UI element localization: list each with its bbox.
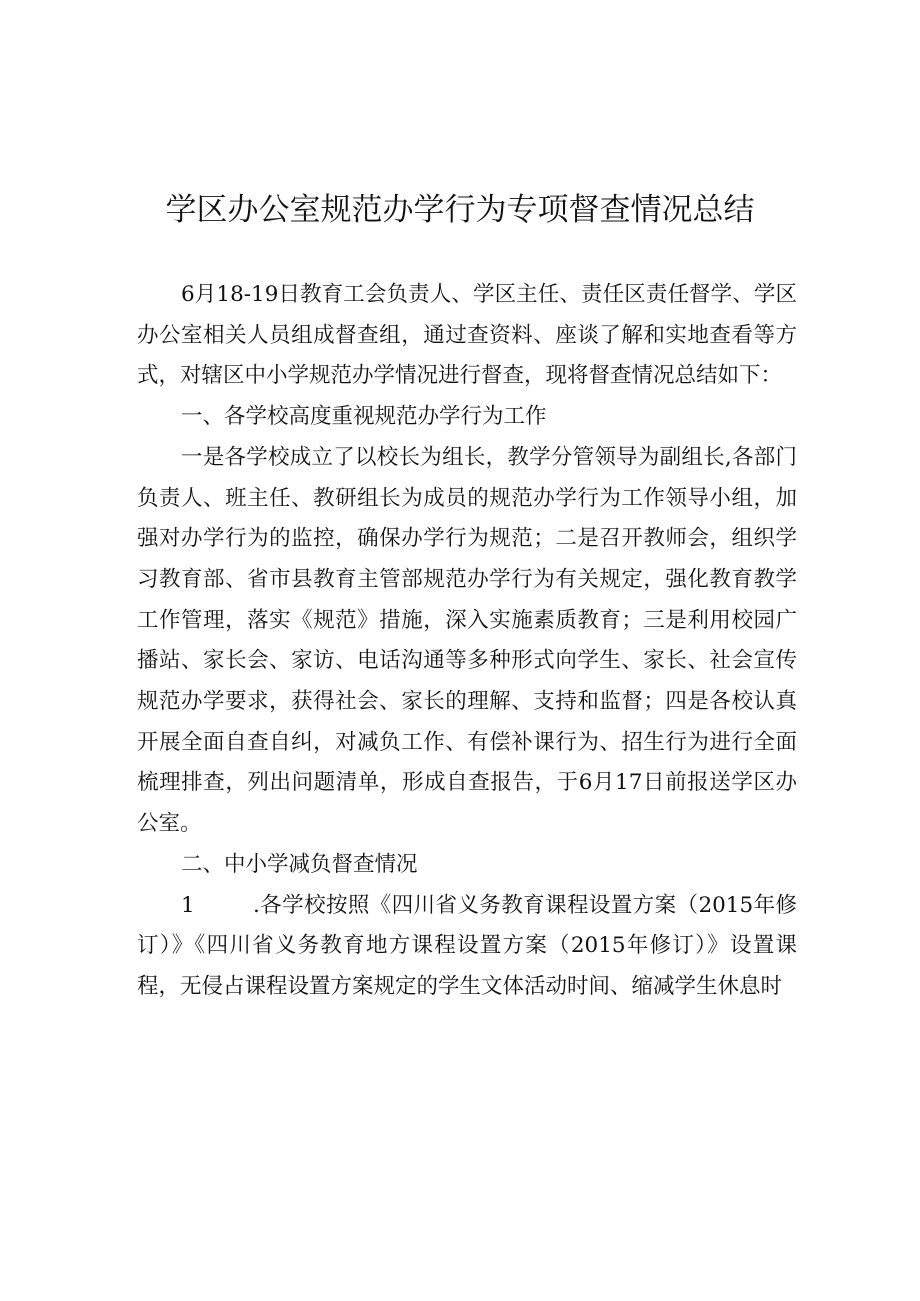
item-1-number: 1 <box>181 892 195 918</box>
section-1-paragraph: 一是各学校成立了以校长为组长，教学分管领导为副组长,各部门负责人、班主任、教研组长为成员的规范办学行为工作领导小组，加强对办学行为的监控，确保办学行为规范；二是召开教师会，组织学习教育部、省市县教育主管部规范办学行为有关规定，强化教育教学工作管理，落实《规范》措施，深入实施素质教育；三是利用校园广播站、家长会、家访、电话沟通等多种形式向学生、家长、社会宣传规范办学要求，获得社会、家长的理解、支持和监督；四是各校认真开展全面自查自纠，对减负工作、有偿补课行为、招生行为进行全面梳理排查，列出问题清单，形成自查报告，于6月17日前报送学区办公室。 <box>137 444 797 837</box>
document-title: 学区办公室规范办学行为专项督查情况总结 <box>165 192 755 228</box>
section-1-heading: 一、各学校高度重视规范办学行为工作 <box>181 404 547 430</box>
numbered-item-1 <box>137 886 797 1008</box>
document-body <box>137 275 797 1008</box>
section-2-heading: 二、中小学减负督查情况 <box>181 851 418 877</box>
intro-paragraph: 6月18-19日教育工会负责人、学区主任、责任区责任督学、学区办公室相关人员组成督查组，通过查资料、座谈了解和实地查看等方式，对辖区中小学规范办学情况进行督查，现将督查情况总结如下： <box>137 282 797 389</box>
item-1-text: .各学校按照《四川省义务教育课程设置方案（2015年修订）》《四川省义务教育地方课程设置方案（2015年修订）》设置课程，无侵占课程设置方案规定的学生文体活动时间、缩减学生休息时 <box>137 892 797 999</box>
